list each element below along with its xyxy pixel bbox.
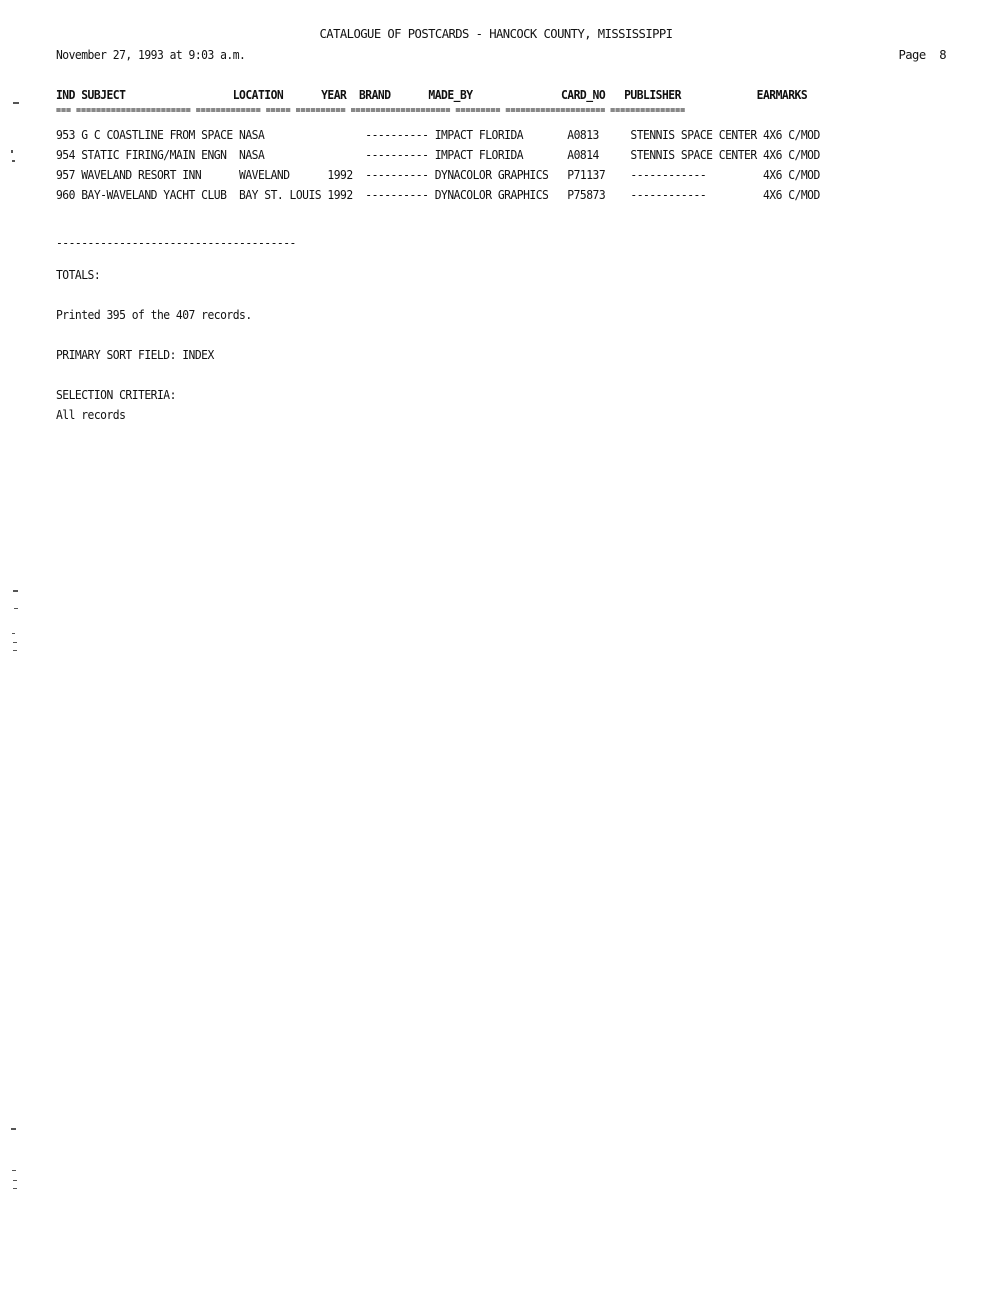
- selection-criteria-label: SELECTION CRITERIA:: [56, 388, 176, 402]
- scan-mark: [14, 608, 18, 609]
- printed-count: Printed 395 of the 407 records.: [56, 308, 252, 322]
- table-header: IND SUBJECT LOCATION YEAR BRAND MADE_BY CARD_NO PUBLISHER EARMARKS: [56, 88, 808, 102]
- scan-mark: [13, 650, 17, 651]
- scan-mark: [12, 160, 15, 162]
- report-title: CATALOGUE OF POSTCARDS - HANCOCK COUNTY, MISSISSIPPI: [319, 27, 673, 41]
- scan-mark: [13, 642, 17, 643]
- scan-mark: [13, 1180, 17, 1181]
- table-row: 960 BAY-WAVELAND YACHT CLUB BAY ST. LOUIS 1992 ---------- DYNACOLOR GRAPHICS P75873 ------------ 4X6 C/MOD: [56, 188, 820, 202]
- scan-mark: [13, 102, 19, 104]
- scan-mark: [11, 150, 13, 153]
- selection-criteria-value: All records: [56, 408, 126, 422]
- scan-mark: [11, 1128, 16, 1130]
- report-date: November 27, 1993 at 9:03 a.m.: [56, 48, 246, 62]
- scan-mark: [12, 1170, 16, 1171]
- scan-mark: [13, 590, 18, 592]
- page-number: Page 8: [898, 48, 946, 62]
- footer-divider: --------------------------------------: [56, 236, 296, 250]
- sort-field: PRIMARY SORT FIELD: INDEX: [56, 348, 214, 362]
- table-separator: === ======================= ============= ===== ========== ==================== ========= ==================== ===============: [56, 106, 686, 116]
- table-row: 953 G C COASTLINE FROM SPACE NASA ---------- IMPACT FLORIDA A0813 STENNIS SPACE CENTER 4X6 C/MOD: [56, 128, 820, 142]
- totals-label: TOTALS:: [56, 268, 101, 282]
- scan-mark: [12, 633, 15, 634]
- table-row: 957 WAVELAND RESORT INN WAVELAND 1992 ---------- DYNACOLOR GRAPHICS P71137 ------------ 4X6 C/MOD: [56, 168, 820, 182]
- scan-mark: [13, 1188, 17, 1189]
- table-row: 954 STATIC FIRING/MAIN ENGN NASA ---------- IMPACT FLORIDA A0814 STENNIS SPACE CENTER 4X6 C/MOD: [56, 148, 820, 162]
